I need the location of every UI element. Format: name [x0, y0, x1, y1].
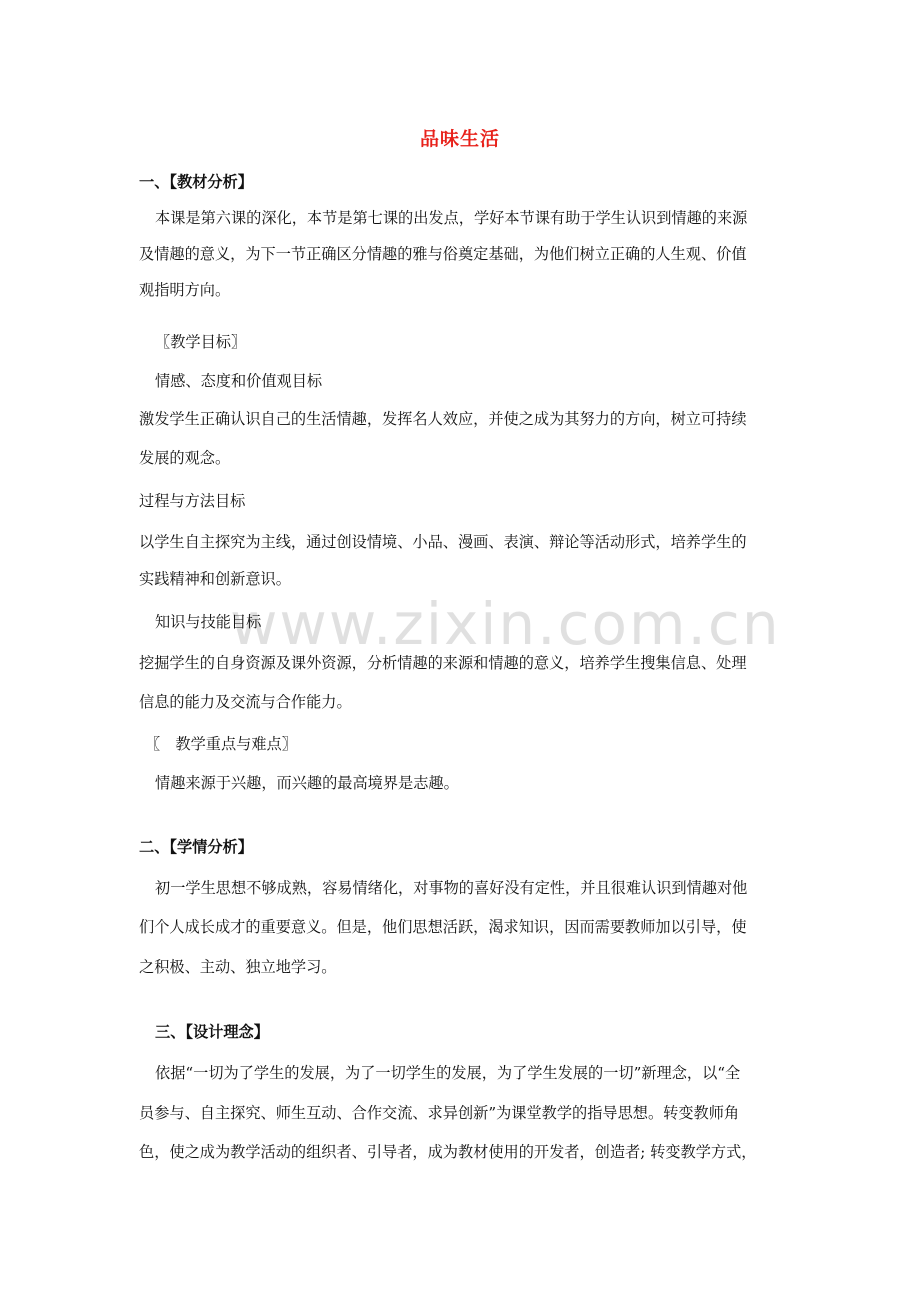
section-heading-2: 二、【学情分析】	[139, 838, 253, 856]
watermark: www.zixin.com.cn	[230, 590, 781, 658]
subheading: 知识与技能目标	[155, 613, 262, 631]
paragraph-line: 及情趣的意义，为下一节正确区分情趣的雅与俗奠定基础，为他们树立正确的人生观、价值	[139, 245, 747, 263]
section-heading-3: 三、【设计理念】	[155, 1023, 269, 1041]
paragraph-line: 观指明方向。	[139, 281, 231, 299]
paragraph-line: 以学生自主探究为主线，通过创设情境、小品、漫画、表演、辩论等活动形式，培养学生的	[139, 533, 747, 551]
paragraph-line: 员参与、自主探究、师生互动、合作交流、求异创新”为课堂教学的指导思想。转变教师角	[139, 1104, 740, 1122]
paragraph-line: 实践精神和创新意识。	[139, 570, 291, 588]
paragraph-line: 们个人成长成才的重要意义。但是，他们思想活跃，渴求知识，因而需要教师加以引导，使	[139, 918, 747, 936]
paragraph-line: 依据“一切为了学生的发展，为了一切学生的发展，为了学生发展的一切”新理念，以“全	[155, 1064, 741, 1082]
subheading: 〖 教学重点与难点〗	[145, 735, 297, 753]
paragraph-line: 发展的观念。	[139, 449, 231, 467]
document-title: 品味生活	[419, 128, 500, 150]
paragraph-line: 色，使之成为教学活动的组织者、引导者，成为教材使用的开发者，创造者; 转变教学方式，	[139, 1143, 757, 1161]
subheading: 〖教学目标〗	[155, 333, 247, 351]
paragraph-line: 初一学生思想不够成熟，容易情绪化，对事物的喜好没有定性，并且很难认识到情趣对他	[155, 879, 748, 897]
paragraph-line: 挖掘学生的自身资源及课外资源，分析情趣的来源和情趣的意义，培养学生搜集信息、处理	[139, 654, 747, 672]
paragraph-line: 之积极、主动、独立地学习。	[139, 958, 337, 976]
paragraph-line: 情趣来源于兴趣，而兴趣的最高境界是志趣。	[155, 774, 459, 792]
paragraph-line: 激发学生正确认识自己的生活情趣，发挥名人效应，并使之成为其努力的方向，树立可持续	[139, 410, 747, 428]
subheading: 过程与方法目标	[139, 492, 246, 510]
paragraph-line: 信息的能力及交流与合作能力。	[139, 693, 352, 711]
subheading: 情感、态度和价值观目标	[155, 372, 323, 390]
section-heading-1: 一、【教材分析】	[139, 173, 253, 191]
paragraph-line: 本课是第六课的深化，本节是第七课的出发点，学好本节课有助于学生认识到情趣的来源	[155, 209, 748, 227]
